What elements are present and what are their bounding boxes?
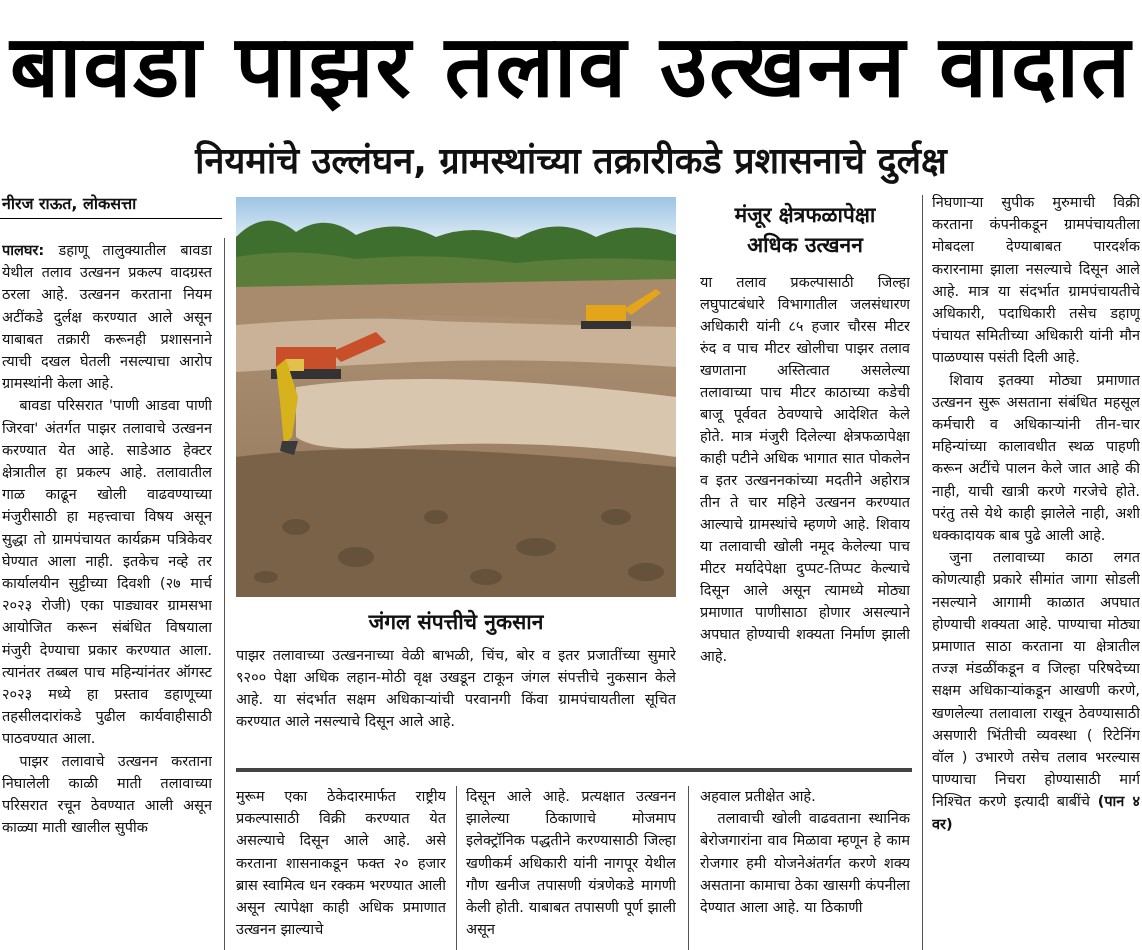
dateline: पालघर: [2,243,45,259]
excavation-photo [236,197,676,597]
sidebar-title-line-1: मंजूर क्षेत्रफळापेक्षा [734,203,876,227]
left-column [2,240,212,950]
bottom-column-3-text-1: अहवाल प्रतीक्षेत आहे. [700,789,816,805]
bottom-column-1-text: मुरूम एका ठेकेदारमार्फत राष्ट्रीय प्रकल्पासाठी विक्री करण्यात येत असल्याचे दिसून आले आहे. असे करताना शासनाकडून फक्त २० हजार ब्रास स्वामित्व धन रक्कम भरण्यात आली असून त्यापेक्षा काही अधिक प्रमाणात उत्खनन झाल्याचे [236,789,446,939]
left-column-paragraph-2: बावडा परिसरात 'पाणी आडवा पाणी जिरवा' अंतर्गत पाझर तलावाचे उत्खनन करण्यात येत आहे. साडेआठ हेक्टर क्षेत्रातील हा प्रकल्प आहे. तलावातील गाळ काढून खोली वाढवण्याच्या मंजुरीसाठी हा महत्त्वाचा विषय असून सुद्धा तो ग्रामपंचायत कार्यक्रम पत्रिकेवर घेण्यात आला नाही. इतकेच नव्हे तर कार्यालयीन सुट्टीच्या दिवशी (२७ मार्च २०२३ रोजी) एका पाड्यावर ग्रामसभा आयोजित करून संबंधित विषयाला मंजुरी देण्याचा प्रकार करण्यात आला. त्यानंतर तब्बल पाच महिन्यांनंतर ऑगस्ट २०२३ मध्ये हा प्रस्ताव डहाणूच्या तहसीलदारांकडे पुढील कार्यवाहीसाठी पाठवण्यात आला. [2,398,212,748]
sidebar-text: या तलाव प्रकल्पासाठी जिल्हा लघुपाटबंधारे विभागातील जलसंधारण अधिकारी यांनी ८५ हजार चौरस मीटर रुंद व पाच मीटर खोलीचा पाझर तलाव खणताना अस्तित्वात असलेल्या तलावाच्या पाच मीटर काठाच्या कडेची बाजू पूर्ववत ठेवण्याचे आदेशित केले होते. मात्र मंजुरी दिलेल्या क्षेत्रफळापेक्षा काही पटीने अधिक भागात सात पोकलेन व इतर उत्खननकांच्या मदतीने अहोरात्र तीन ते चार महिने उत्खनन करण्यात आल्याचे ग्रामस्थांचे म्हणणे आहे. शिवाय या तलावाची खोली नमूद केलेल्या पाच मीटर मर्यादेपेक्षा दुप्पट-तिप्पट केल्याचे दिसून आले असून त्यामध्ये मोठ्या प्रमाणात पाणीसाठा होणार असल्याने अपघात होण्याची शक्यता निर्माण झाली आहे. [700,275,910,665]
section-divider [236,768,912,772]
bottom-column-1 [236,786,446,950]
bottom-column-3 [700,786,910,950]
left-column-text-1: डहाणू तालुक्यातील बावडा येथील तलाव उत्खनन प्रकल्प वादग्रस्त ठरला आहे. उत्खनन करताना नियम अटींकडे दुर्लक्ष करण्यात आले असून याबाबत तक्रारी करूनही प्रशासनाने त्याची दखल घेतली नसल्याचा आरोप ग्रामस्थांनी केला आहे. [2,243,212,393]
sidebar-title [700,200,910,260]
right-column-paragraph-3 [932,547,1140,836]
bottom-column-3-text-2: तलावाची खोली वाढवताना स्थानिक बेरोजगारांना वाव मिळावा म्हणून हे काम रोजगार हमी योजनेअंतर्गत करणे शक्य असताना कामाचा ठेका खासगी कंपनीला देण्यात आला आहे. या ठिकाणी [700,811,910,917]
left-column-paragraph-3: पाझर तलावाचे उत्खनन करताना निघालेली काळी माती तलावाच्या परिसरात रचून ठेवण्यात आली असून काळ्या माती खालील सुपीक [2,753,212,837]
byline: नीरज राऊत, लोकसत्ता [2,194,137,213]
bottom-column-2 [466,786,676,950]
right-column-text-3: जुना तलावाच्या काठा लगत कोणत्याही प्रकारे सीमांत जागा सोडली नसल्याने आगामी काळात अपघात होण्याची शक्यता आहे. पाण्याचा मोठ्या प्रमाणात साठा करताना या क्षेत्रातील तज्ज्ञ मंडळींकडून व जिल्हा परिषदेच्या सक्षम अधिकाऱ्यांकडून आखणी करणे, खणलेल्या तलावाला राखून ठेवण्यासाठी असणारी भिंतीची व्यवस्था ( रिटेनिंग वॉल ) उभारणे तसेच तलाव भरल्यास पाण्याचा निचरा होण्यासाठी मार्ग निश्चित करणे इत्यादी बाबींचे [932,550,1140,811]
sidebar-title-line-2: अधिक उत्खनन [747,233,863,257]
byline-divider [0,218,222,219]
column-divider [456,786,457,950]
column-divider [224,238,225,950]
left-column-paragraph-1 [2,240,212,395]
subheadline: नियमांचे उल्लंघन, ग्रामस्थांच्या तक्रारीकडे प्रशासनाचे दुर्लक्ष [195,141,947,182]
column-divider [922,195,923,950]
right-column-paragraph-2: शिवाय इतक्या मोठ्या प्रमाणात उत्खनन सुरू असताना संबंधित महसूल कर्मचारी व अधिकाऱ्यांनी तीन-चार महिन्यांच्या कालावधीत स्थळ पाहणी करून अटींचे पालन केले जात आहे की नाही, याची खात्री करणे गरजेचे होते. परंतु तसे येथे काही झालेले नाही, अशी धक्कादायक बाब पुढे आली आहे. [932,372,1140,545]
right-column [932,192,1140,950]
bottom-column-2-text: दिसून आले आहे. प्रत्यक्षात उत्खनन झालेल्या ठिकाणाचे मोजमाप इलेक्ट्रॉनिक पद्धतीने करण्यासाठी जिल्हा खणीकर्म अधिकारी यांनी नागपूर येथील गौण खनीज तपासणी यंत्रणेकडे मागणी केली होती. याबाबत तपासणी पूर्ण झाली असून [466,789,676,939]
column-divider [688,786,689,950]
excavation-photo-graphic [236,197,676,597]
photo-caption-title: जंगल संपत्तीचे नुकसान [368,610,544,634]
photo-caption-text: पाझर तलावाच्या उत्खननाच्या वेळी बाभळी, चिंच, बोर व इतर प्रजातींच्या सुमारे ९२०० पेक्षा अधिक लहान-मोठी वृक्ष उखडून टाकून जंगल संपत्तीचे नुकसान केले आहे. या संदर्भात सक्षम अधिकाऱ्यांची परवानगी किंवा ग्रामपंचायतीला सूचित करण्यात आले नसल्याचे दिसून आले आहे. [236,648,676,730]
right-column-paragraph-1: निघणाऱ्या सुपीक मुरुमाची विक्री करताना कंपनीकडून ग्रामपंचायतीला मोबदला देण्याबाबत पारदर्शक करारनामा झाला नसल्याचे दिसून आले आहे. मात्र या संदर्भात ग्रामपंचायतीचे अधिकारी, पदाधिकारी तसेच डहाणू पंचायत समितीच्या अधिकारी यांनी मौन पाळण्यास पसंती दिली आहे. [932,195,1140,367]
headline: बावडा पाझर तलाव उत्खनन वादात [9,17,1133,117]
continued-page-link[interactable]: (पान ४ वर) [932,794,1140,833]
